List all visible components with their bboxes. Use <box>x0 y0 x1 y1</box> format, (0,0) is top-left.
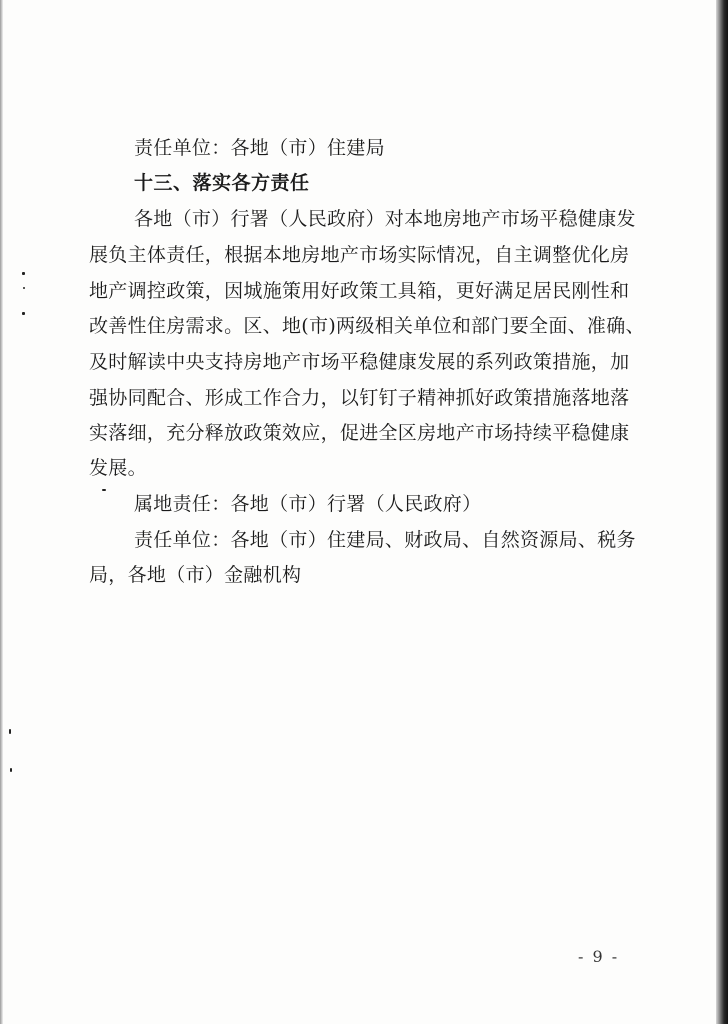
paragraph-line: 及时解读中央支持房地产市场平稳健康发展的系列政策措施，加 <box>89 351 630 373</box>
scan-speck <box>22 312 25 315</box>
paragraph-line: 展负主体责任，根据本地房地产市场实际情况，自主调整优化房 <box>89 244 630 266</box>
responsible-units-line: 责任单位：各地（市）住建局、财政局、自然资源局、税务 <box>134 529 636 551</box>
scan-speck <box>9 729 11 734</box>
scan-edge-left <box>0 0 3 1024</box>
paragraph-line: 强协同配合、形成工作合力，以钉钉子精神抓好政策措施落地落 <box>89 387 630 409</box>
paragraph-line: 地产调控政策，因城施策用好政策工具箱，更好满足居民刚性和 <box>89 280 630 302</box>
scan-speck <box>23 287 25 289</box>
paragraph-line: 发展。 <box>89 457 147 479</box>
paragraph-line: 改善性住房需求。区、地(市)两级相关单位和部门要全面、准确、 <box>89 315 645 337</box>
page-number: - 9 - <box>578 947 620 966</box>
paragraph-line: 各地（市）行署（人民政府）对本地房地产市场平稳健康发 <box>134 208 636 230</box>
scan-speck <box>10 768 12 772</box>
paragraph-line: 实落细，充分释放政策效应，促进全区房地产市场持续平稳健康 <box>89 422 630 444</box>
territorial-responsibility: 属地责任：各地（市）行署（人民政府） <box>134 493 482 515</box>
section-heading: 十三、落实各方责任 <box>134 172 310 194</box>
responsible-units-line: 局，各地（市）金融机构 <box>89 564 302 586</box>
scan-speck <box>22 272 25 275</box>
scan-speck <box>102 489 106 491</box>
top-responsible-unit: 责任单位：各地（市）住建局 <box>134 137 385 159</box>
scan-edge-right <box>716 0 728 1024</box>
